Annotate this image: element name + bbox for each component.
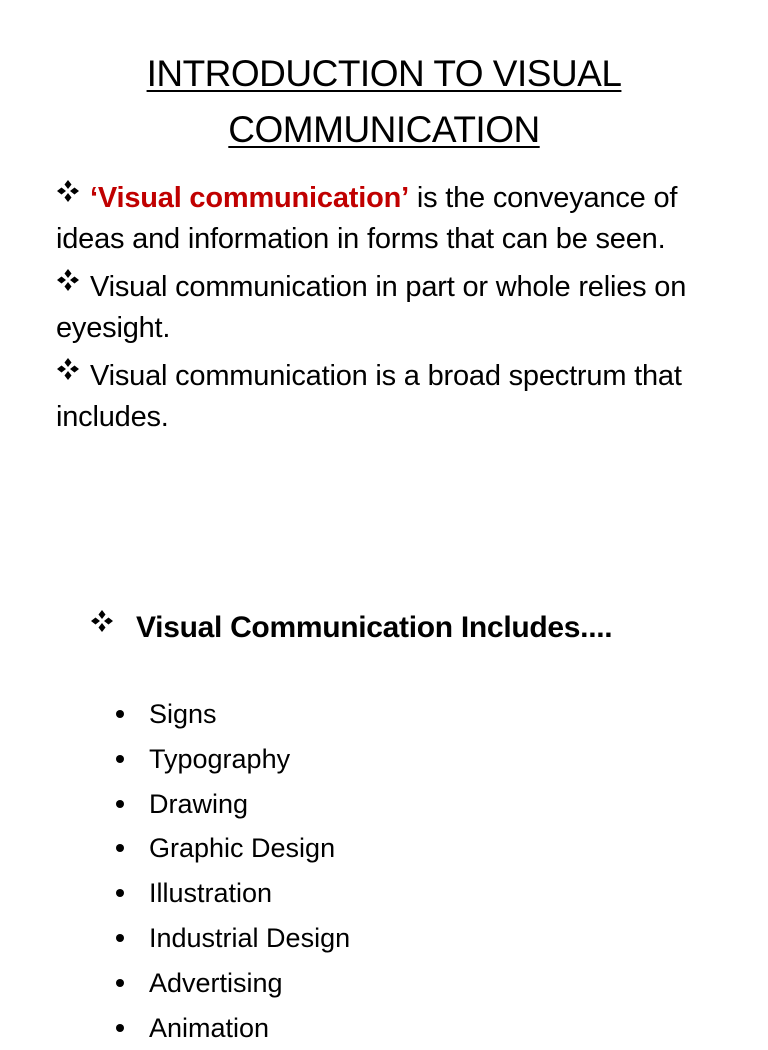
list-item-label: Typography [149,743,291,774]
round-bullet-icon [116,800,124,808]
list-item [116,916,350,961]
list-item [116,692,350,737]
list-item [116,961,350,1006]
includes-list [116,692,350,1050]
page-title [0,46,768,158]
list-item-label: Drawing [149,788,249,819]
intro-paragraph-3 [56,356,724,438]
four-diamond-bullet-icon [90,609,114,633]
round-bullet-icon [116,755,124,763]
round-bullet-icon [116,710,124,718]
includes-heading [90,606,612,650]
round-bullet-icon [116,1024,124,1032]
four-diamond-bullet-icon [56,179,80,203]
round-bullet-icon [116,889,124,897]
four-diamond-bullet-icon [56,357,80,381]
highlight-term: ‘Visual communication’ [90,182,409,214]
includes-heading-text: Visual Communication Includes.... [136,611,613,644]
list-item [116,871,350,916]
list-item [116,1006,350,1050]
intro-text-2: Visual communication in part or whole relies on eyesight. [56,271,687,344]
list-item [116,826,350,871]
round-bullet-icon [116,844,124,852]
list-item [116,737,350,782]
list-item-label: Illustration [149,878,273,909]
title-line-1: INTRODUCTION TO VISUAL [146,53,622,94]
list-item [116,782,350,827]
title-line-2: COMMUNICATION [228,109,540,150]
list-item-label: Advertising [149,967,283,998]
intro-section [56,178,724,445]
list-item-label: Signs [149,699,217,729]
list-item-label: Animation [149,1012,270,1043]
intro-paragraph-2 [56,267,724,349]
intro-paragraph-1 [56,178,724,260]
list-item-label: Industrial Design [149,922,351,953]
round-bullet-icon [116,979,124,987]
intro-text-3: Visual communication is a broad spectrum that includes. [56,360,682,433]
round-bullet-icon [116,934,124,942]
intro-text-1: is the conveyance of ideas and information in forms that can be seen. [56,182,678,255]
four-diamond-bullet-icon [56,268,80,292]
list-item-label: Graphic Design [149,833,336,864]
